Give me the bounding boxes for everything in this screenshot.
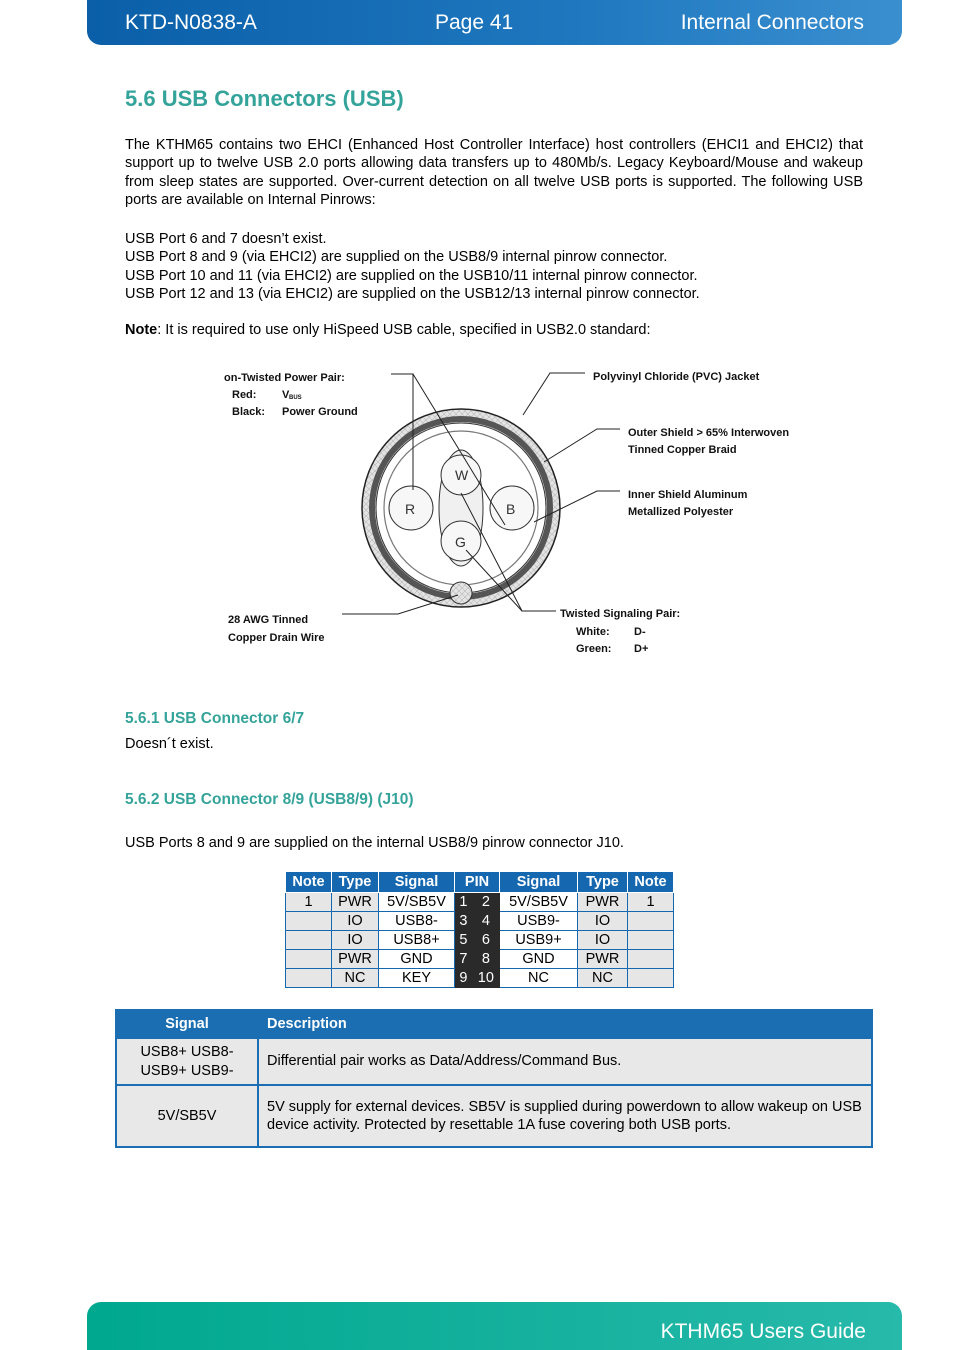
type-cell: IO [332,931,379,950]
table-row [286,893,674,912]
signal-cell: KEY [379,969,455,988]
signal-line: 5V/SB5V [157,1107,217,1124]
note-cell [286,931,332,950]
signal-line: USB8+ USB8- [140,1044,234,1061]
pin-cell: 2 [472,893,499,912]
note-cell [286,969,332,988]
section-title: 5.6 USB Connectors (USB) [125,86,404,111]
port-line: USB Port 12 and 13 (via EHCI2) are supplied on the USB12/13 internal pinrow connector. [125,285,700,302]
signal-cell: 5V/SB5V [500,893,578,912]
wire-b-label: B [506,501,516,517]
note-cell [286,950,332,969]
white-value: D- [634,626,646,638]
signal-cell [116,1085,258,1147]
leader-jacket [523,373,585,415]
subsection-8-9-title: 5.6.2 USB Connector 8/9 (USB8/9) (J10) [125,791,414,808]
page-number: Page 41 [435,11,514,34]
port-line: USB Port 6 and 7 doesn’t exist. [125,231,327,247]
drain-label-2: Copper Drain Wire [228,632,325,644]
wire-g-label: G [455,534,466,550]
wire-w-label: W [455,467,469,483]
inner-shield-label-1: Inner Shield Aluminum [628,489,748,501]
green-value: D+ [634,643,649,655]
red-value: V [282,389,290,401]
green-label: Green: [576,643,612,655]
signal-cell: GND [379,950,455,969]
port-line: USB Port 10 and 11 (via EHCI2) are supplied on the USB10/11 internal pinrow connector. [125,267,698,284]
header-cell: Type [332,872,379,893]
inner-shield-label-2: Metallized Polyester [628,506,734,518]
pin-cell: 8 [472,950,499,969]
signal-cell: 5V/SB5V [379,893,455,912]
table-row [116,1038,872,1085]
pin-cell: 5 [455,931,473,950]
pin-cell: 7 [455,950,473,969]
red-sub: BUS [289,395,302,401]
subsection-8-9-text: USB Ports 8 and 9 are supplied on the internal USB8/9 pinrow connector J10. [125,835,624,851]
signal-description-table [115,1009,873,1148]
table-row [286,931,674,950]
wire-r-label: R [405,501,416,517]
header-cell: Description [258,1010,872,1038]
power-pair-title: on-Twisted Power Pair: [224,372,345,384]
type-cell: PWR [332,893,379,912]
pin-table-header [286,872,674,893]
signal-cell: GND [500,950,578,969]
subsection-6-7-text: Doesn´t exist. [125,736,214,752]
type-cell: PWR [578,893,628,912]
type-cell: PWR [332,950,379,969]
type-cell: IO [578,912,628,931]
doc-id: KTD-N0838-A [125,11,257,34]
type-cell: IO [332,912,379,931]
white-label: White: [576,626,610,638]
note-cell [628,912,674,931]
header-section: Internal Connectors [680,11,864,34]
header-cell: Signal [379,872,455,893]
table-row [286,912,674,931]
signal-cell: USB8+ [379,931,455,950]
signal-cell [116,1038,258,1085]
note-cell [628,950,674,969]
footer-guide-title: KTHM65 Users Guide [660,1320,866,1343]
type-cell: NC [332,969,379,988]
port-line: USB Port 8 and 9 (via EHCI2) are supplied on the USB8/9 internal pinrow connector. [125,249,668,266]
note-label: Note [125,322,158,338]
table-row [286,950,674,969]
header-cell: Signal [116,1010,258,1038]
pin-cell: 3 [455,912,473,931]
note-cell: 1 [286,893,332,912]
header-cell: Signal [500,872,578,893]
table-row [286,969,674,988]
pin-table [285,871,674,988]
pin-cell: 10 [472,969,499,988]
signal-line: USB9+ USB9- [140,1062,234,1079]
description-cell: Differential pair works as Data/Address/Command Bus. [258,1038,872,1085]
description-cell: 5V supply for external devices. SB5V is supplied during powerdown to allow wakeup on USB device activity. Protected by resettable 1A fuse covering both USB ports. [258,1085,872,1147]
signal-pair-title: Twisted Signaling Pair: [560,608,681,620]
signal-cell: NC [500,969,578,988]
drain-wire [450,582,472,604]
note-cell [286,912,332,931]
note-cell [628,931,674,950]
header-cell: Note [628,872,674,893]
pin-cell: 1 [455,893,473,912]
black-value: Power Ground [282,406,358,418]
outer-shield-label-2: Tinned Copper Braid [628,444,737,456]
signal-cell: USB9- [500,912,578,931]
header-cell: PIN [455,872,500,893]
pin-cell: 6 [472,931,499,950]
intro-paragraph: The KTHM65 contains two EHCI (Enhanced Host Controller Interface) host controllers (EHCI1 and EHCI2) that support up to twelve USB 2.0 ports allowing data transfers up to 480Mb/s. Legacy Keyboard/Mouse and wakeup from sleep states are supported. Over-current detection on all twelve USB ports is supported. The following USB ports are available on Internal Pinrows: [125,137,863,208]
signal-cell: USB8- [379,912,455,931]
pin-cell: 4 [472,912,499,931]
drain-label-1: 28 AWG Tinned [228,614,309,626]
signal-cell: USB9+ [500,931,578,950]
table-row [116,1085,872,1147]
header-cell: Type [578,872,628,893]
note-cell [628,969,674,988]
desc-table-header [116,1010,872,1038]
note-cell: 1 [628,893,674,912]
red-label: Red: [232,389,257,401]
type-cell: NC [578,969,628,988]
leader-outer [544,429,620,462]
black-label: Black: [232,406,266,418]
type-cell: PWR [578,950,628,969]
page-footer [87,1302,902,1350]
pin-cell: 9 [455,969,473,988]
jacket-label: Polyvinyl Chloride (PVC) Jacket [593,371,760,383]
type-cell: IO [578,931,628,950]
subsection-6-7-title: 5.6.1 USB Connector 6/7 [125,710,305,727]
note-text: : It is required to use only HiSpeed USB cable, specified in USB2.0 standard: [157,322,651,338]
outer-shield-label-1: Outer Shield > 65% Interwoven [628,427,790,439]
header-cell: Note [286,872,332,893]
